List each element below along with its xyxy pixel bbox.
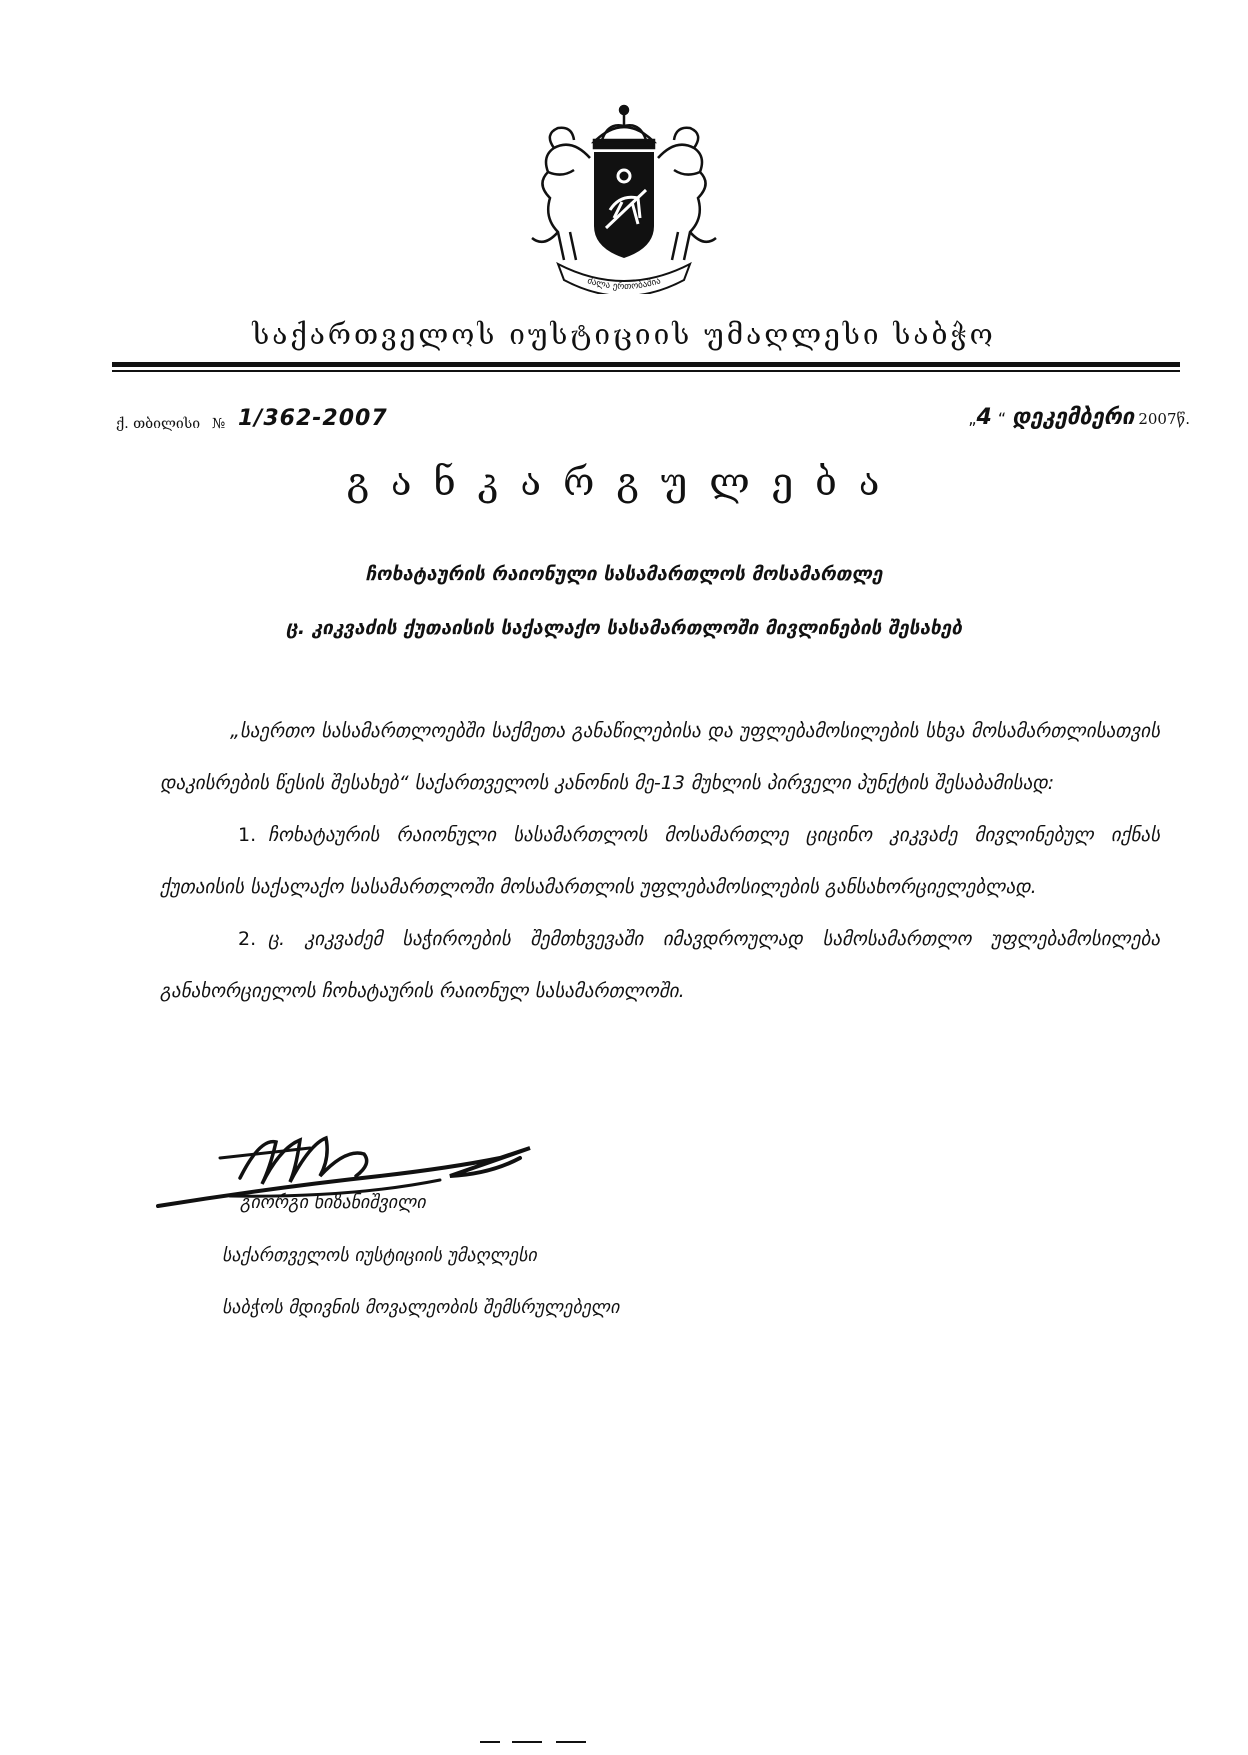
issue-date (968, 405, 1190, 430)
date-year: 2007 (1138, 410, 1177, 428)
emblem-motto: ძალა ერთობაშია (586, 276, 662, 293)
organization-name: საქართველოს იუსტიციის უმაღლესი საბჭო (252, 318, 996, 351)
issue-place: ქ. თბილისი (116, 416, 201, 432)
signatory-title-line-1: საქართველოს იუსტიციის უმაღლესი (222, 1245, 537, 1266)
document-body (160, 705, 1160, 1017)
list-item-text: ც. კიკვაძემ საჭიროების შემთხვევაში იმავდროულად სამოსამართლო უფლებამოსილება განახორციელოს ჩოხატაურის რაიონულ სასამართლოში. (160, 928, 1160, 1002)
date-month: დეკემბერი (1012, 405, 1135, 430)
preamble-paragraph: „საერთო სასამართლოებში საქმეთა განაწილებისა და უფლებამოსილების სხვა მოსამართლისათვის დაკისრების წესის შესახებ“ საქართველოს კანონის მე-13 მუხლის პირველი პუნქტის შესაბამისად: (160, 720, 1160, 794)
date-day: 4 (976, 405, 992, 430)
header-rule-thin (112, 370, 1180, 372)
right-lion-icon (658, 128, 716, 260)
list-item-number: 2. (238, 928, 257, 950)
list-item-number: 1. (238, 824, 257, 846)
list-item-2 (160, 913, 1160, 1017)
registry-number: 1/362-2007 (238, 406, 388, 431)
shield-icon (594, 152, 654, 258)
signatory-title-line-2: საბჭოს მდივნის მოვალეობის შემსრულებელი (222, 1297, 620, 1318)
subject-line-1: ჩოხატაურის რაიონული სასამართლოს მოსამართლე (365, 563, 883, 585)
date-quote-open: „ (968, 409, 977, 428)
date-quote-close: “ (997, 409, 1007, 428)
date-suffix: წ. (1176, 410, 1190, 428)
list-item-1 (160, 809, 1160, 913)
georgia-coat-of-arms-icon (514, 98, 734, 294)
footer-marks (480, 1740, 590, 1744)
signatory-name: გიორგი ხიზანიშვილი (240, 1192, 426, 1213)
list-item-text: ჩოხატაურის რაიონული სასამართლოს მოსამართლე ციცინო კიკვაძე მივლინებულ იქნას ქუთაისის საქალაქო სასამართლოში მოსამართლის უფლებამოსილების განსახორციელებლად. (160, 824, 1160, 898)
document-title: განკარგულება (346, 460, 902, 504)
crown-icon (594, 106, 654, 148)
left-lion-icon (532, 128, 590, 260)
subject-line-2: ც. კიკვაძის ქუთაისის საქალაქო სასამართლოში მივლინების შესახებ (286, 617, 962, 639)
registry-number-label: № (212, 416, 226, 432)
header-rule-thick (112, 362, 1180, 367)
